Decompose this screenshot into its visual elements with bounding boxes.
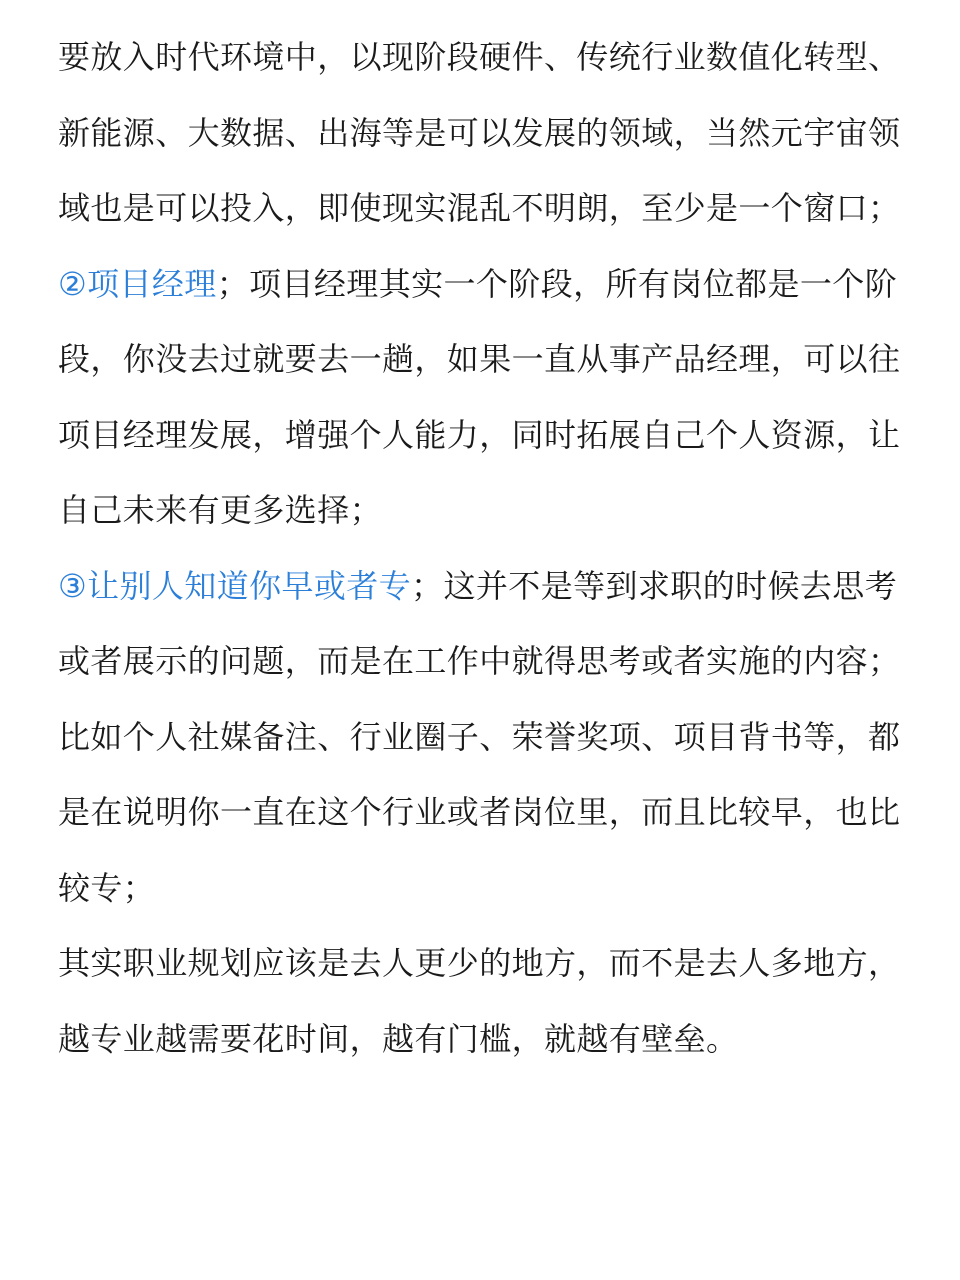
article-body bbox=[58, 20, 904, 1077]
text-line bbox=[58, 473, 904, 549]
line-text: 要放入时代环境中，以现阶段硬件、传统行业数值化转型、 bbox=[58, 38, 901, 76]
text-line bbox=[58, 700, 904, 776]
text-line bbox=[58, 549, 904, 625]
text-line bbox=[58, 624, 904, 700]
text-line bbox=[58, 171, 904, 247]
text-line bbox=[58, 775, 904, 851]
line-text: 段，你没去过就要去一趟，如果一直从事产品经理，可以往 bbox=[58, 340, 901, 378]
line-text: 新能源、大数据、出海等是可以发展的领域，当然元宇宙领 bbox=[58, 113, 901, 152]
section-heading-project-manager: ②项目经理 bbox=[58, 264, 217, 303]
line-text: 越专业越需要花时间，越有门槛，就越有壁垒。 bbox=[58, 1019, 739, 1058]
line-text: 比如个人社媒备注、行业圈子、荣誉奖项、项目背书等，都 bbox=[58, 717, 901, 756]
line-text: 是在说明你一直在这个行业或者岗位里，而且比较早，也比 bbox=[58, 793, 901, 831]
line-text: 项目经理发展，增强个人能力，同时拓展自己个人资源，让 bbox=[58, 415, 901, 454]
text-line bbox=[58, 398, 904, 474]
text-line bbox=[58, 322, 904, 398]
line-text: ；项目经理其实一个阶段，所有岗位都是一个阶 bbox=[216, 264, 898, 303]
line-text: 域也是可以投入，即使现实混乱不明朗，至少是一个窗口； bbox=[58, 189, 901, 227]
text-line bbox=[58, 20, 904, 96]
text-line bbox=[58, 96, 904, 172]
line-text: 自己未来有更多选择； bbox=[58, 491, 383, 529]
line-text: ；这并不是等到求职的时候去思考 bbox=[411, 566, 898, 605]
text-line bbox=[58, 926, 904, 1002]
section-heading-early-or-expert: ③让别人知道你早或者专 bbox=[58, 566, 412, 605]
text-line bbox=[58, 247, 904, 323]
line-text: 或者展示的问题，而是在工作中就得思考或者实施的内容； bbox=[58, 642, 901, 680]
line-text: 较专； bbox=[58, 868, 156, 907]
line-text: 其实职业规划应该是去人更少的地方，而不是去人多地方， bbox=[58, 944, 901, 982]
text-line bbox=[58, 1002, 904, 1078]
text-line bbox=[58, 851, 904, 927]
